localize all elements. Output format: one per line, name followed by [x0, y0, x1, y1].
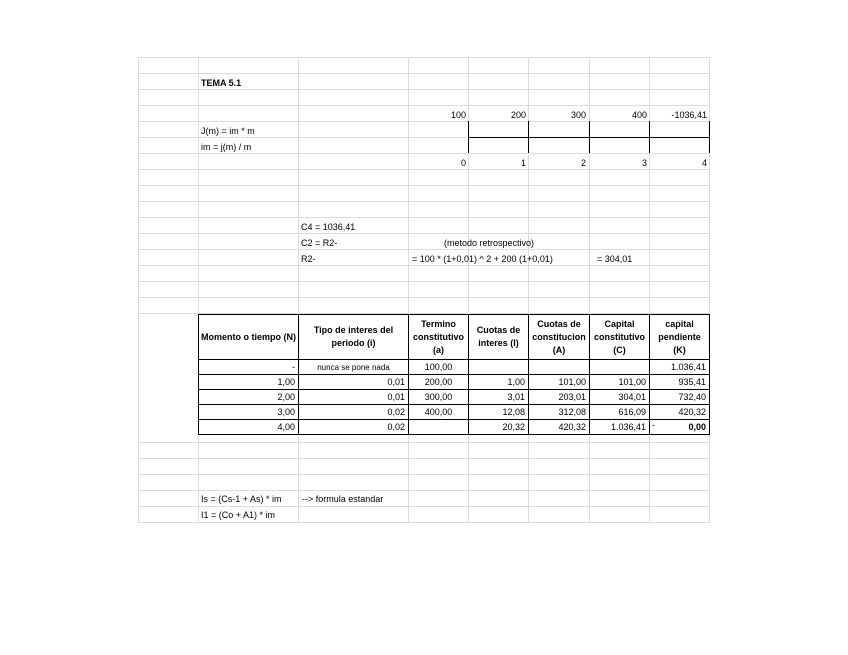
timeline-period: 4	[701, 158, 707, 168]
table-cell: 420,32	[650, 405, 710, 420]
timeline-amount: -1036,41	[671, 110, 707, 120]
table-cell: 101,00	[590, 375, 650, 390]
table-cell: 420,32	[529, 420, 590, 435]
table-cell: 101,00	[529, 375, 590, 390]
grid-row-line	[138, 121, 710, 122]
timeline-period: 3	[641, 158, 647, 168]
calc-expression: = 100 * (1+0,01) ^ 2 + 200 (1+0,01)	[412, 254, 553, 264]
grid-row-line	[138, 105, 710, 106]
calc-result: = 304,01	[597, 254, 633, 264]
table-cell: 20,32	[469, 420, 529, 435]
grid-row-line	[138, 474, 710, 475]
timeline-amount: 200	[510, 110, 526, 120]
timeline-tick	[649, 121, 650, 153]
table-cell: 1,00	[469, 375, 529, 390]
grid-col-line	[138, 57, 139, 523]
grid-col-line	[298, 57, 299, 523]
timeline-tick	[468, 121, 469, 153]
timeline-period: 0	[460, 158, 466, 168]
table-cell: 100,00	[409, 360, 469, 375]
header-capital-constitutivo: Capital constitutivo (C)	[590, 315, 650, 360]
table-cell: 4,00	[199, 420, 299, 435]
table-cell: 0,01	[299, 375, 409, 390]
grid-col-line	[198, 57, 199, 523]
table-cell: 0,01	[299, 390, 409, 405]
timeline-amount: 400	[631, 110, 647, 120]
table-cell	[469, 360, 529, 375]
timeline-tick	[709, 121, 710, 153]
calc-c4: C4 = 1036,41	[301, 222, 356, 232]
grid-row-line	[138, 490, 710, 491]
table-cell: 200,00	[409, 375, 469, 390]
header-momento: Momento o tiempo (N)	[199, 315, 299, 360]
grid-row-line	[138, 458, 710, 459]
table-cell: 1.036,41	[650, 360, 710, 375]
table-row	[199, 375, 710, 390]
formula-jm: J(m) = im * m	[201, 126, 255, 136]
table-cell: 12,08	[469, 405, 529, 420]
table-cell	[590, 360, 650, 375]
header-cuotas-interes: Cuotas de interes (I)	[469, 315, 529, 360]
table-cell: 0,02	[299, 420, 409, 435]
table-cell: 1,00	[199, 375, 299, 390]
grid-row-line	[138, 57, 710, 58]
table-cell: 3,01	[469, 390, 529, 405]
grid-row-line	[138, 201, 710, 202]
table-cell: 3,00	[199, 405, 299, 420]
grid-row-line	[138, 169, 710, 170]
grid-row-line	[138, 442, 710, 443]
table-cell: 935,41	[650, 375, 710, 390]
timeline-tick	[528, 121, 529, 153]
grid-row-line	[138, 73, 710, 74]
table-row	[199, 360, 710, 375]
table-cell: -	[199, 360, 299, 375]
grid-row-line	[138, 153, 710, 154]
timeline-amount: 300	[570, 110, 586, 120]
amortization-table	[198, 314, 710, 435]
table-cell: 400,00	[409, 405, 469, 420]
grid-row-line	[138, 249, 710, 250]
table-row	[199, 390, 710, 405]
grid-row-line	[138, 297, 710, 298]
header-termino: Termino constitutivo (a)	[409, 315, 469, 360]
table-cell: 2,00	[199, 390, 299, 405]
grid-row-line	[138, 185, 710, 186]
table-cell: 304,01	[590, 390, 650, 405]
table-cell: nunca se pone nada	[299, 360, 409, 375]
table-cell: 300,00	[409, 390, 469, 405]
table-cell: 203,01	[529, 390, 590, 405]
table-header-row	[199, 315, 710, 360]
calc-c2: C2 = R2-	[301, 238, 338, 248]
calc-r2: R2-	[301, 254, 316, 264]
table-cell-last	[650, 420, 710, 435]
header-cuotas-constitucion: Cuotas de constitucion (A)	[529, 315, 590, 360]
header-tipo-interes: Tipo de interes del periodo (i)	[299, 315, 409, 360]
timeline-amount: 100	[450, 110, 466, 120]
header-capital-pendiente: capital pendiente (K)	[650, 315, 710, 360]
grid-row-line	[138, 281, 710, 282]
grid-row-line	[138, 506, 710, 507]
table-cell: 312,08	[529, 405, 590, 420]
grid-row-line	[138, 522, 710, 523]
table-cell: 1.036,41	[590, 420, 650, 435]
note-i1-formula: I1 = (Co + A1) * im	[201, 510, 276, 520]
table-cell: 0,02	[299, 405, 409, 420]
table-cell: 732,40	[650, 390, 710, 405]
table-row	[199, 420, 710, 435]
note-arrow: --> formula estandar	[302, 494, 384, 504]
table-row	[199, 405, 710, 420]
grid-row-line	[138, 217, 710, 218]
last-dash: -	[652, 420, 655, 430]
grid-row-line	[138, 89, 710, 90]
table-cell	[409, 420, 469, 435]
calc-method: (metodo retrospectivo)	[444, 238, 535, 248]
grid-col-line	[408, 57, 409, 523]
timeline-tick	[589, 121, 590, 153]
table-cell	[529, 360, 590, 375]
note-is-formula: Is = (Cs-1 + As) * im	[201, 494, 282, 504]
sheet-title: TEMA 5.1	[201, 78, 242, 88]
table-cell: 616,09	[590, 405, 650, 420]
timeline-period: 2	[580, 158, 586, 168]
grid-row-line	[138, 233, 710, 234]
grid-row-line	[138, 265, 710, 266]
timeline-period: 1	[520, 158, 526, 168]
formula-im: im = j(m) / m	[201, 142, 252, 152]
last-value: 0,00	[688, 422, 706, 432]
